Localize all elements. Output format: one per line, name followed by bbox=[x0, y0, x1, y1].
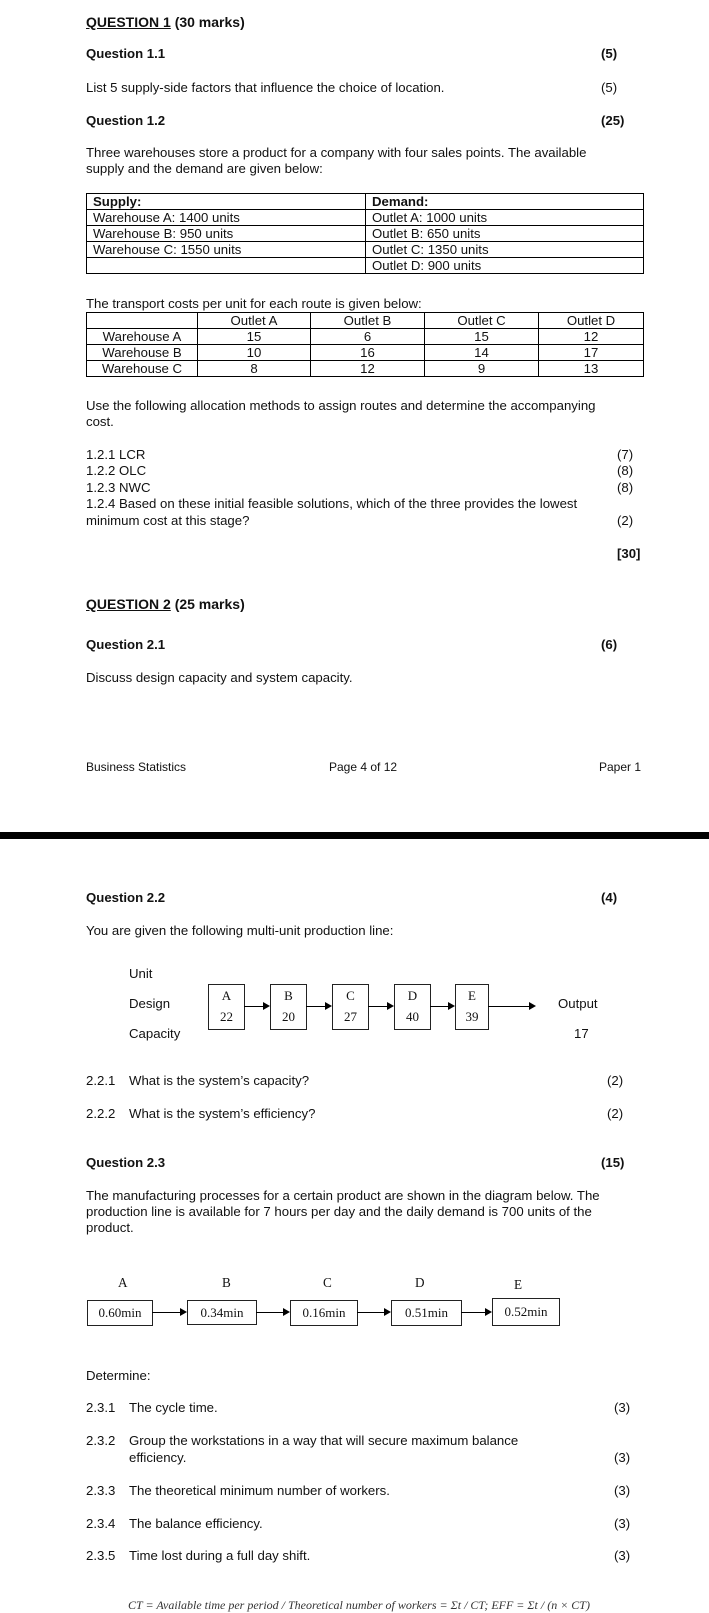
q12-item4-line2: minimum cost at this stage? bbox=[86, 513, 250, 528]
q23-item-text: Time lost during a full day shift. bbox=[129, 1548, 311, 1563]
q22-item-text: What is the system’s capacity? bbox=[129, 1073, 310, 1088]
supply-cell: Warehouse C: 1550 units bbox=[87, 242, 366, 258]
table-row bbox=[87, 258, 644, 274]
station-name: B bbox=[222, 1275, 231, 1290]
station-name: A bbox=[118, 1275, 128, 1290]
station-box-c: 0.16min bbox=[290, 1300, 358, 1326]
unit-capacity: 40 bbox=[406, 1009, 419, 1024]
station-name: E bbox=[514, 1277, 523, 1292]
table-row bbox=[87, 361, 644, 377]
q23-item-text: The cycle time. bbox=[129, 1400, 218, 1415]
unit-name: B bbox=[284, 988, 293, 1003]
cost-cell: Warehouse B bbox=[87, 345, 198, 361]
unit-box-b bbox=[270, 984, 307, 1030]
arrow-head-icon bbox=[283, 1308, 290, 1316]
arrow-head-icon bbox=[485, 1308, 492, 1316]
q23-marks: (15) bbox=[601, 1155, 625, 1170]
demand-header: Demand: bbox=[366, 194, 644, 210]
table-row bbox=[87, 210, 644, 226]
unit-box-e bbox=[455, 984, 489, 1030]
page-divider bbox=[0, 832, 709, 839]
flow-arrow bbox=[306, 1006, 325, 1007]
arrow-head-icon bbox=[387, 1002, 394, 1010]
demand-cell: Outlet D: 900 units bbox=[366, 258, 644, 274]
flow-arrow bbox=[488, 1006, 529, 1007]
table-row bbox=[87, 329, 644, 345]
cost-cell: 14 bbox=[425, 345, 539, 361]
supply-cell: Warehouse B: 950 units bbox=[87, 226, 366, 242]
q1-title: QUESTION 1 bbox=[86, 14, 171, 30]
q21-label: Question 2.1 bbox=[86, 637, 166, 652]
cost-cell: 12 bbox=[539, 329, 644, 345]
unit-box-d bbox=[394, 984, 431, 1030]
unit-capacity: 39 bbox=[465, 1009, 479, 1024]
q22-intro: You are given the following multi-unit production line: bbox=[86, 923, 394, 938]
cost-cell: 10 bbox=[198, 345, 311, 361]
cost-cell: 9 bbox=[425, 361, 539, 377]
q23-item-marks: (3) bbox=[614, 1516, 631, 1531]
q23-item-num: 2.3.2 bbox=[86, 1433, 116, 1448]
flow-arrow bbox=[256, 1312, 283, 1313]
q12-label: Question 1.2 bbox=[86, 113, 166, 128]
cost-cell: 17 bbox=[539, 345, 644, 361]
q22-marks: (4) bbox=[601, 890, 618, 905]
unit-capacity: 20 bbox=[282, 1009, 295, 1024]
supply-header: Supply: bbox=[87, 194, 366, 210]
station-box-a: 0.60min bbox=[87, 1300, 153, 1326]
station-box-b: 0.34min bbox=[187, 1300, 257, 1325]
supply-cell bbox=[87, 258, 366, 274]
q11-label: Question 1.1 bbox=[86, 46, 166, 61]
unit-name: C bbox=[346, 988, 355, 1003]
q23-item-marks: (3) bbox=[614, 1400, 631, 1415]
footer-right: Paper 1 bbox=[599, 760, 642, 774]
q2-title: QUESTION 2 bbox=[86, 596, 171, 612]
method-line2: cost. bbox=[86, 414, 114, 429]
unit-name: D bbox=[407, 988, 418, 1003]
table-row bbox=[87, 226, 644, 242]
station-box-e: 0.52min bbox=[492, 1298, 560, 1326]
cost-cell: 15 bbox=[425, 329, 539, 345]
cost-header-cell: Outlet B bbox=[311, 313, 425, 329]
q12-item4-line1: 1.2.4 Based on these initial feasible solutions, which of the three provides the lowest bbox=[86, 496, 578, 511]
q12-item4-marks: (2) bbox=[617, 513, 634, 528]
demand-cell: Outlet B: 650 units bbox=[366, 226, 644, 242]
q23-intro-line2: production line is available for 7 hours per day and the daily demand is 700 units of the bbox=[86, 1204, 592, 1219]
unit-box-c bbox=[332, 984, 369, 1030]
cost-header-cell bbox=[87, 313, 198, 329]
output-value: 17 bbox=[574, 1026, 589, 1041]
q22-item-text: What is the system’s efficiency? bbox=[129, 1106, 316, 1121]
q1-total: [30] bbox=[617, 546, 641, 561]
cost-cell: 15 bbox=[198, 329, 311, 345]
q23-label: Question 2.3 bbox=[86, 1155, 166, 1170]
q22-label: Question 2.2 bbox=[86, 890, 166, 905]
cost-header-cell: Outlet D bbox=[539, 313, 644, 329]
arrow-head-icon bbox=[325, 1002, 332, 1010]
demand-cell: Outlet A: 1000 units bbox=[366, 210, 644, 226]
table-row bbox=[87, 194, 644, 210]
q2-marks: (25 marks) bbox=[174, 596, 245, 612]
q11-text: List 5 supply-side factors that influence the choice of location. bbox=[86, 80, 445, 95]
q22-item-num: 2.2.1 bbox=[86, 1073, 116, 1088]
q23-item-text: The theoretical minimum number of workers. bbox=[129, 1483, 390, 1498]
method-line1: Use the following allocation methods to assign routes and determine the accompanying bbox=[86, 398, 596, 413]
q12-item-marks: (8) bbox=[617, 463, 634, 478]
station-name: D bbox=[415, 1275, 425, 1290]
cost-caption: The transport costs per unit for each route is given below: bbox=[86, 296, 422, 311]
q23-item-marks: (3) bbox=[614, 1450, 631, 1465]
flow-arrow bbox=[244, 1006, 263, 1007]
cost-header-cell: Outlet C bbox=[425, 313, 539, 329]
q23-item-marks: (3) bbox=[614, 1548, 631, 1563]
cost-cell: 6 bbox=[311, 329, 425, 345]
q12-item-marks: (7) bbox=[617, 447, 634, 462]
q1-marks: (30 marks) bbox=[174, 14, 245, 30]
supply-cell: Warehouse A: 1400 units bbox=[87, 210, 366, 226]
determine-label: Determine: bbox=[86, 1368, 151, 1383]
q21-marks: (6) bbox=[601, 637, 618, 652]
q1-heading bbox=[86, 14, 245, 30]
q23-item-text: Group the workstations in a way that will secure maximum balance bbox=[129, 1433, 519, 1448]
q23-item-text-cont: efficiency. bbox=[129, 1450, 187, 1465]
q11-marks: (5) bbox=[601, 46, 618, 61]
q12-item-marks: (8) bbox=[617, 480, 634, 495]
arrow-head-icon bbox=[263, 1002, 270, 1010]
q23-item-num: 2.3.4 bbox=[86, 1516, 116, 1531]
flow-arrow bbox=[430, 1006, 448, 1007]
cost-header-cell: Outlet A bbox=[198, 313, 311, 329]
flow-arrow bbox=[152, 1312, 180, 1313]
table-row bbox=[87, 313, 644, 329]
cost-cell: 12 bbox=[311, 361, 425, 377]
footer-left: Business Statistics bbox=[86, 760, 187, 774]
q12-item-text: 1.2.3 NWC bbox=[86, 480, 151, 495]
unit-capacity: 27 bbox=[344, 1009, 357, 1024]
q23-item-num: 2.3.3 bbox=[86, 1483, 116, 1498]
q22-item-marks: (2) bbox=[607, 1073, 624, 1088]
output-label: Output bbox=[558, 996, 598, 1011]
row-label-design: Design bbox=[129, 996, 171, 1011]
flow-arrow bbox=[357, 1312, 384, 1313]
row-label-capacity: Capacity bbox=[129, 1026, 181, 1041]
q12-intro-line2: supply and the demand are given below: bbox=[86, 161, 323, 176]
cost-cell: 16 bbox=[311, 345, 425, 361]
demand-cell: Outlet C: 1350 units bbox=[366, 242, 644, 258]
q23-item-marks: (3) bbox=[614, 1483, 631, 1498]
unit-name: A bbox=[221, 988, 232, 1003]
q11-item-marks: (5) bbox=[601, 80, 618, 95]
arrow-head-icon bbox=[180, 1308, 187, 1316]
unit-box-a bbox=[208, 984, 245, 1030]
flow-arrow bbox=[368, 1006, 387, 1007]
row-label-unit: Unit bbox=[129, 966, 153, 981]
supply-demand-table bbox=[86, 193, 644, 274]
q23-item-num: 2.3.5 bbox=[86, 1548, 116, 1563]
table-row bbox=[87, 345, 644, 361]
cost-cell: Warehouse A bbox=[87, 329, 198, 345]
q22-item-num: 2.2.2 bbox=[86, 1106, 116, 1121]
cost-cell: Warehouse C bbox=[87, 361, 198, 377]
unit-name: E bbox=[468, 988, 476, 1003]
q23-item-num: 2.3.1 bbox=[86, 1400, 116, 1415]
footer-center: Page 4 of 12 bbox=[329, 760, 398, 774]
q12-item-text: 1.2.2 OLC bbox=[86, 463, 147, 478]
flow-arrow bbox=[461, 1312, 485, 1313]
cost-cell: 13 bbox=[539, 361, 644, 377]
arrow-head-icon bbox=[448, 1002, 455, 1010]
q21-text: Discuss design capacity and system capacity. bbox=[86, 670, 353, 685]
q12-intro-line1: Three warehouses store a product for a company with four sales points. The available bbox=[86, 145, 587, 160]
q2-heading bbox=[86, 596, 245, 612]
arrow-head-icon bbox=[384, 1308, 391, 1316]
q23-intro-line3: product. bbox=[86, 1220, 134, 1235]
station-name: C bbox=[323, 1275, 332, 1290]
arrow-head-icon bbox=[529, 1002, 536, 1010]
station-box-d: 0.51min bbox=[391, 1300, 462, 1326]
unit-capacity: 22 bbox=[220, 1009, 233, 1024]
q22-item-marks: (2) bbox=[607, 1106, 624, 1121]
q23-item-text: The balance efficiency. bbox=[129, 1516, 263, 1531]
q12-marks: (25) bbox=[601, 113, 625, 128]
table-row bbox=[87, 242, 644, 258]
transport-cost-table bbox=[86, 312, 644, 377]
q12-item-text: 1.2.1 LCR bbox=[86, 447, 146, 462]
q23-intro-line1: The manufacturing processes for a certain product are shown in the diagram below. The bbox=[86, 1188, 600, 1203]
cost-cell: 8 bbox=[198, 361, 311, 377]
formula-line: CT = Available time per period / Theoretical number of workers = Σt / CT; EFF = Σt / (n × CT) bbox=[128, 1598, 590, 1612]
